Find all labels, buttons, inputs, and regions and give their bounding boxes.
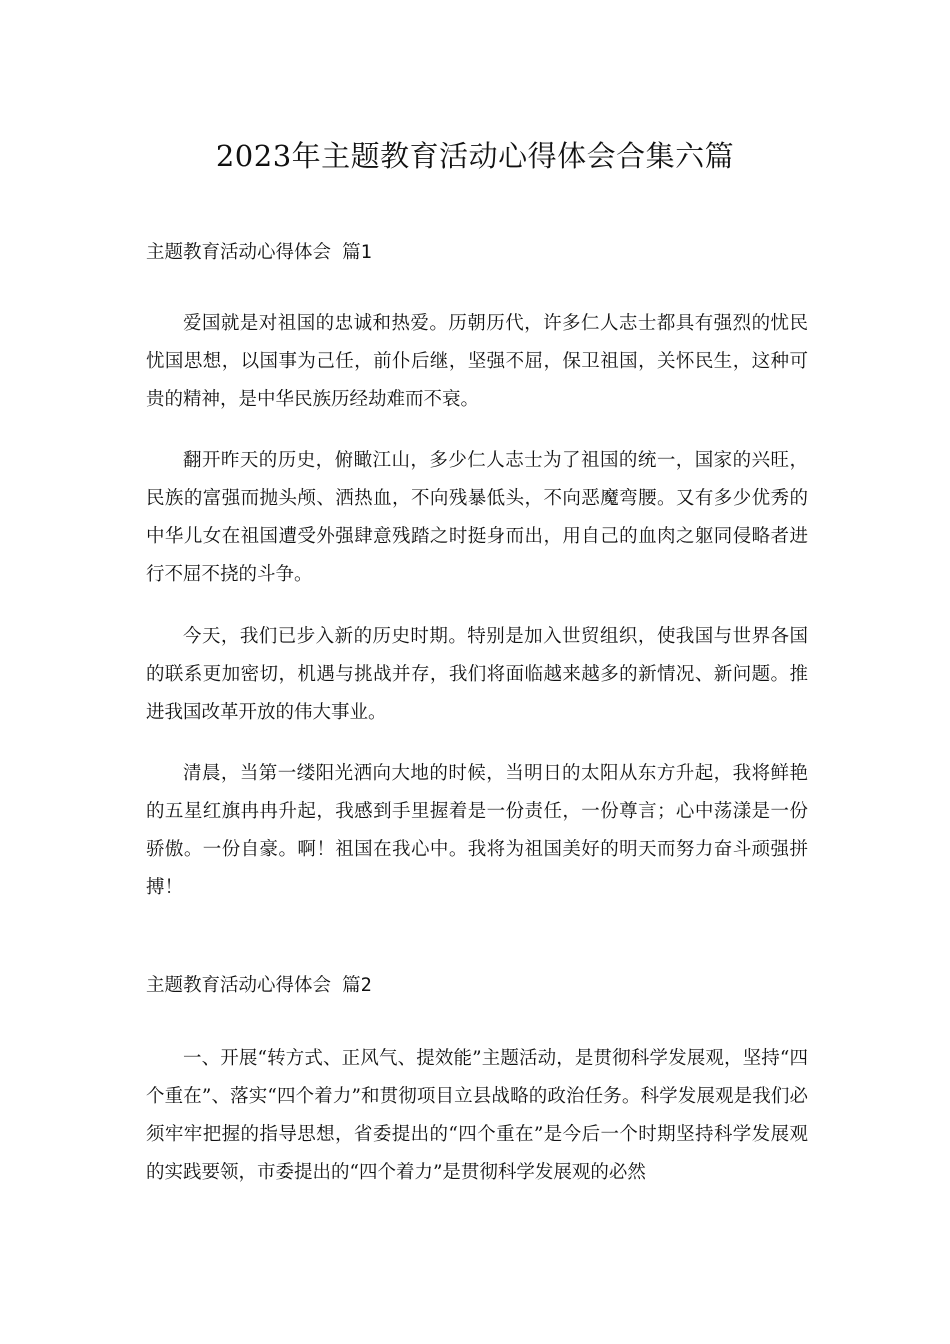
section-heading-1: 主题教育活动心得体会 篇1 <box>146 242 372 263</box>
paragraph: 今天，我们已步入新的历史时期。特别是加入世贸组织，使我国与世界各国的联系更加密切，机遇与挑战并存，我们将面临越来越多的新情况、新问题。推进我国改革开放的伟大事业。 <box>146 626 808 723</box>
paragraph: 一、开展“转方式、正风气、提效能”主题活动，是贯彻科学发展观，坚持“四个重在”、落实“四个着力”和贯彻项目立县战略的政治任务。科学发展观是我们必须牢牢把握的指导思想，省委提出的“四个重在”是今后一个时期坚持科学发展观的实践要领，市委提出的“四个着力”是贯彻科学发展观的必然 <box>146 1048 808 1183</box>
paragraph: 清晨，当第一缕阳光洒向大地的时候，当明日的太阳从东方升起，我将鲜艳的五星红旗冉冉升起，我感到手里握着是一份责任，一份尊言；心中荡漾是一份骄傲。一份自豪。啊！祖国在我心中。我将为祖国美好的明天而努力奋斗顽强拼搏！ <box>146 763 808 898</box>
document-title: 2023年主题教育活动心得体会合集六篇 <box>215 139 735 173</box>
paragraph: 爱国就是对祖国的忠诚和热爱。历朝历代，许多仁人志士都具有强烈的忧民忧国思想，以国事为己任，前仆后继，坚强不屈，保卫祖国，关怀民生，这种可贵的精神，是中华民族历经劫难而不衰。 <box>146 313 808 410</box>
paragraph: 翻开昨天的历史，俯瞰江山，多少仁人志士为了祖国的统一，国家的兴旺，民族的富强而抛头颅、洒热血，不向残暴低头，不向恶魔弯腰。又有多少优秀的中华儿女在祖国遭受外强肆意残踏之时挺身而出，用自己的血肉之躯同侵略者进行不屈不挠的斗争。 <box>146 450 808 585</box>
section-heading-2: 主题教育活动心得体会 篇2 <box>146 975 372 996</box>
